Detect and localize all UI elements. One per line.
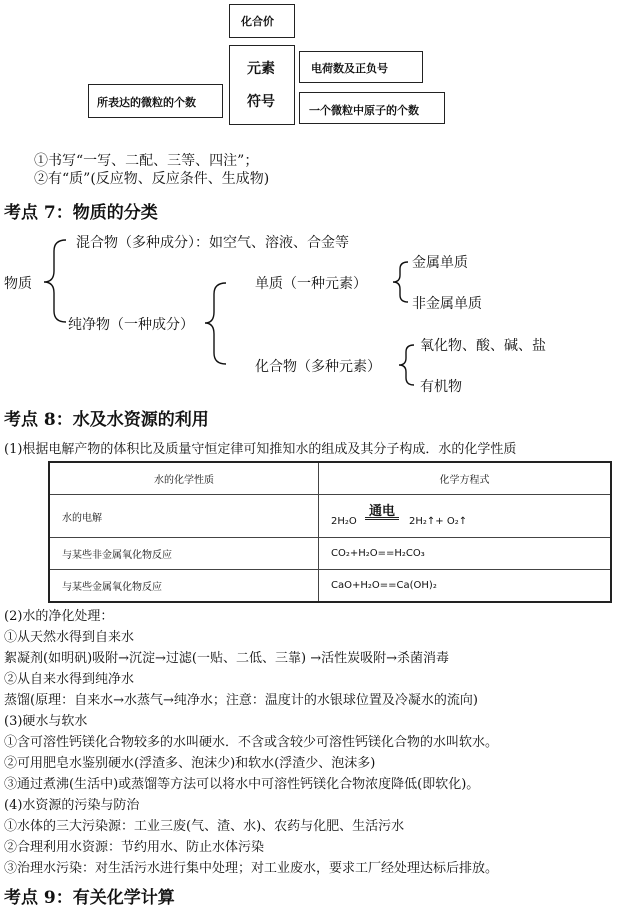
cell-property: 水的电解 (49, 495, 319, 538)
table-row (49, 495, 611, 538)
section-9-title: 考点 9：有关化学计算 (4, 888, 175, 908)
body-line: ②从自来水得到纯净水 (4, 672, 135, 687)
body-line: (2)水的净化处理： (4, 609, 114, 624)
body-line: ③治理水污染：对生活污水进行集中处理；对工业废水，要求工厂经处理达标后排放。 (4, 861, 499, 876)
node-organic: 有机物 (420, 379, 462, 395)
eq-lhs: 2H₂O (331, 515, 357, 527)
cell-property: 与某些金属氧化物反应 (49, 570, 319, 603)
node-metal: 金属单质 (412, 255, 468, 271)
count-label: 所表达的微粒的个数 (97, 96, 196, 109)
element-label: 元素 (247, 61, 275, 77)
section-8-intro: (1)根据电解产物的体积比及质量守恒定律可知推知水的组成及其分子构成．水的化学性质 (4, 442, 517, 457)
eq-condition: 通电 (369, 503, 396, 519)
eq-rhs: 2H₂↑+ O₂↑ (409, 515, 468, 527)
eq-arrow-line (365, 517, 399, 520)
body-line: ①从天然水得到自来水 (4, 630, 135, 645)
table-header-property: 水的化学性质 (49, 462, 319, 495)
node-nonmetal: 非金属单质 (412, 296, 482, 312)
node-element: 单质（一种元素） (255, 276, 367, 292)
body-line: ③通过煮沸(生活中)或蒸馏等方法可以将水中可溶性钙镁化合物浓度降低(即软化)。 (4, 777, 480, 792)
body-line: (3)硬水与软水 (4, 714, 88, 729)
table-row (49, 538, 611, 570)
table-header-equation: 化学方程式 (319, 462, 612, 495)
cell-equation (319, 495, 612, 538)
water-properties-table (48, 461, 612, 603)
cell-property: 与某些非金属氧化物反应 (49, 538, 319, 570)
body-line: ②合理利用水资源：节约用水、防止水体污染 (4, 840, 265, 855)
body-line: ①含可溶性钙镁化合物较多的水叫硬水．不含或含较少可溶性钙镁化合物的水叫软水。 (4, 735, 499, 750)
element-symbol-box (229, 45, 295, 125)
cell-equation: CaO+H₂O==Ca(OH)₂ (319, 570, 612, 603)
note-2: ②有“质”(反应物、反应条件、生成物) (34, 171, 270, 187)
body-line: 絮凝剂(如明矾)吸附→沉淀→过滤(一贴、二低、三靠) →活性炭吸附→杀菌消毒 (4, 651, 449, 666)
body-line: ①水体的三大污染源：工业三废(气、渣、水)、农药与化肥、生活污水 (4, 819, 405, 834)
valence-label: 化合价 (241, 15, 274, 28)
table-row (49, 570, 611, 603)
node-inorganic: 氧化物、酸、碱、盐 (420, 338, 546, 354)
node-mixture: 混合物（多种成分）：如空气、溶液、合金等 (76, 235, 349, 251)
note-1: ①书写“一写、二配、三等、四注”； (34, 153, 259, 169)
node-pure: 纯净物（一种成分） (68, 317, 194, 333)
symbol-label: 符号 (247, 94, 275, 110)
charge-label: 电荷数及正负号 (311, 62, 388, 75)
node-matter: 物质 (4, 276, 32, 292)
atoms-label: 一个微粒中原子的个数 (309, 104, 419, 117)
body-line: (4)水资源的污染与防治 (4, 798, 140, 813)
cell-equation: CO₂+H₂O==H₂CO₃ (319, 538, 612, 570)
section-8-title: 考点 8：水及水资源的利用 (4, 410, 209, 430)
body-line: 蒸馏(原理：自来水→水蒸气→纯净水；注意：温度计的水银球位置及冷凝水的流向) (4, 693, 478, 708)
body-line: ②可用肥皂水鉴别硬水(浮渣多、泡沫少)和软水(浮渣少、泡沫多) (4, 756, 376, 771)
section-7-title: 考点 7：物质的分类 (4, 203, 158, 223)
node-compound: 化合物（多种元素） (255, 359, 381, 375)
